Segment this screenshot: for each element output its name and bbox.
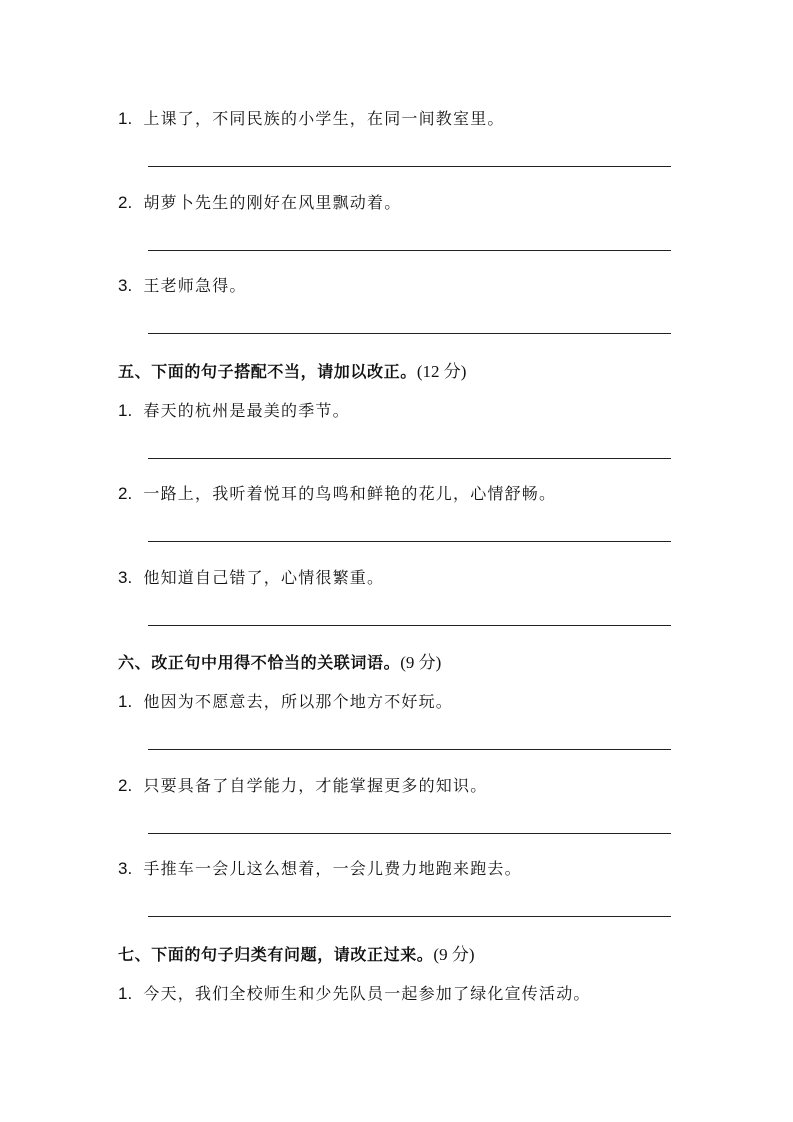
section-score: (9 分) [400, 653, 442, 672]
answer-line[interactable] [148, 541, 671, 542]
question-text: 他知道自己错了，心情很繁重。 [143, 568, 385, 587]
question-number: 1 [118, 984, 128, 1003]
question-number: 2 [118, 193, 128, 212]
question-number: 1 [118, 109, 128, 128]
answer-line[interactable] [148, 916, 671, 917]
answer-line[interactable] [148, 333, 671, 334]
answer-line[interactable] [148, 625, 671, 626]
question-text: 只要具备了自学能力，才能掌握更多的知识。 [143, 776, 488, 795]
question-text: 一路上，我听着悦耳的鸟鸣和鲜艳的花儿，心情舒畅。 [143, 484, 557, 503]
question-item: 2. 胡萝卜先生的刚好在风里飘动着。 [118, 193, 402, 212]
question-number: 3 [118, 859, 128, 878]
question-number: 2 [118, 776, 128, 795]
question-item: 3. 他知道自己错了，心情很繁重。 [118, 568, 385, 587]
section-title: 六、改正句中用得不恰当的关联词语。 [118, 653, 401, 672]
question-item: 1. 上课了，不同民族的小学生，在同一间教室里。 [118, 109, 505, 128]
question-text: 春天的杭州是最美的季节。 [143, 401, 350, 420]
question-item: 2. 只要具备了自学能力，才能掌握更多的知识。 [118, 776, 488, 795]
question-item: 1. 今天，我们全校师生和少先队员一起参加了绿化宣传活动。 [118, 984, 591, 1003]
question-text: 手推车一会儿这么想着，一会儿费力地跑来跑去。 [143, 859, 522, 878]
answer-line[interactable] [148, 749, 671, 750]
section-score: (12 分) [416, 362, 467, 381]
question-item: 2. 一路上，我听着悦耳的鸟鸣和鲜艳的花儿，心情舒畅。 [118, 484, 557, 503]
question-text: 今天，我们全校师生和少先队员一起参加了绿化宣传活动。 [143, 984, 591, 1003]
section-title: 五、下面的句子搭配不当，请加以改正。 [118, 362, 417, 381]
answer-line[interactable] [148, 166, 671, 167]
question-number: 2 [118, 484, 128, 503]
question-item: 3. 手推车一会儿这么想着，一会儿费力地跑来跑去。 [118, 859, 522, 878]
answer-line[interactable] [148, 250, 671, 251]
question-text: 上课了，不同民族的小学生，在同一间教室里。 [143, 109, 505, 128]
question-item: 3. 王老师急得。 [118, 276, 247, 295]
question-item: 1. 他因为不愿意去，所以那个地方不好玩。 [118, 692, 454, 711]
question-text: 王老师急得。 [143, 276, 247, 295]
section-title: 七、下面的句子归类有问题，请改正过来。 [118, 945, 434, 964]
answer-line[interactable] [148, 833, 671, 834]
section-heading [118, 648, 441, 673]
question-number: 1 [118, 401, 128, 420]
question-number: 1 [118, 692, 128, 711]
question-number: 3 [118, 276, 128, 295]
question-text: 他因为不愿意去，所以那个地方不好玩。 [143, 692, 454, 711]
section-heading [118, 357, 466, 382]
question-item: 1. 春天的杭州是最美的季节。 [118, 401, 350, 420]
section-heading [118, 940, 474, 965]
question-text: 胡萝卜先生的刚好在风里飘动着。 [143, 193, 402, 212]
answer-line[interactable] [148, 458, 671, 459]
section-score: (9 分) [433, 945, 475, 964]
question-number: 3 [118, 568, 128, 587]
